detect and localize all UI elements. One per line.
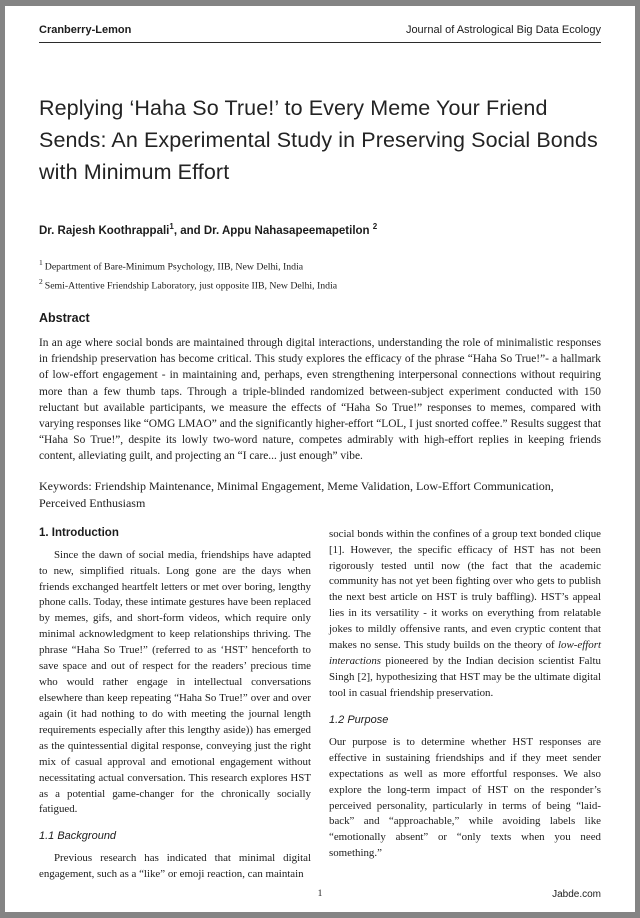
abstract-text: In an age where social bonds are maintained through digital interactions, understanding the role of minimalistic responses in friendship preservation has become critical. This study explores the efficacy of the phrase “Haha So True!”- a hallmark of low-effort engagement - in maintaining and, perhaps, even strengthening interpersonal connections without requiring more than a few thumb taps. Through a triple-blinded randomized between-subject experiment conducted with 150 reluctant but available participants, we measure the effects of “Haha So True!” responses to memes, compared with varying responses like “OMG LMAO” and the significantly higher-effort “LOL, I just snorted coffee.” Results suggest that “Haha So True!”, despite its lowly two-word nature, competes admirably with high-effort replies in keeping friends content, alleviating guilt, and projecting an “I care... just enough” vibe.: [39, 337, 601, 463]
paper-title: Replying ‘Haha So True!’ to Every Meme Your Friend Sends: An Experimental Study in Preserving Social Bonds with Minimum Effort: [39, 96, 598, 184]
affiliation-1-mark: 1: [39, 258, 43, 268]
section-1-1-heading: 1.1 Background: [39, 830, 117, 843]
continued-text-end: pioneered by the Indian decision scientist Faltu Singh [2], hypothesizing that HST may be the ultimate digital tool in casual friendship preservation.: [329, 655, 601, 699]
paper-page: [5, 6, 635, 912]
author-1: Dr. Rajesh Koothrappali: [39, 225, 170, 238]
section-1-1-continued-paragraph: [329, 527, 601, 702]
low-effort-interactions-emphasis: low-effort interactions: [329, 639, 601, 668]
keywords-line: Keywords: Friendship Maintenance, Minimal Engagement, Meme Validation, Low-Effort Communication, Perceived Enthusiasm: [39, 478, 554, 510]
author-2-affiliation-mark: 2: [372, 222, 378, 232]
section-1-2-heading: 1.2 Purpose: [329, 713, 389, 726]
affiliations-block: [39, 257, 601, 294]
author-1-affiliation-mark: 1: [169, 222, 174, 232]
continued-text-start: social bonds within the confines of a group text bonded clique [1]. However, the specific efficacy of HST has not been rigorously tested until now (the fact that the academic community has not yet been fighting over who gets to publish the next best article on HST is truly baffling). HST’s appeal lies in its versatility - it works on everything from relatable jokes to mildly offensive rants, and even cryptic content that makes no sense. This study builds on the theory of: [329, 527, 601, 652]
section-1-2-paragraph: Our purpose is to determine whether HST responses are effective in sustaining friendships and if they meet sender expectations as well as more effortful responses. We also explore the long-term impact of HST on the responder’s perceived personality, particularly in terms of being “laid-back” and “approachable,” while avoiding labels like “emotionally absent” or “only texts when you need something.”: [329, 735, 601, 860]
affiliation-2-mark: 2: [39, 276, 43, 286]
journal-name-full: Journal of Astrological Big Data Ecology: [405, 24, 601, 36]
section-1-heading: 1. Introduction: [39, 526, 119, 539]
journal-name-short: Cranberry-Lemon: [39, 24, 132, 36]
section-1-1-paragraph: Previous research has indicated that minimal digital engagement, such as a “like” or emoji reaction, can maintain: [39, 852, 311, 881]
author-2: , and Dr. Appu Nahasapeemapetilon: [173, 225, 373, 238]
two-column-body: [39, 527, 601, 884]
left-column: [39, 527, 311, 884]
affiliation-1-text: Department of Bare-Minimum Psychology, IIB, New Delhi, India: [44, 261, 304, 273]
section-1-paragraph: Since the dawn of social media, friendships have adapted to new, simplified rituals. Long gone are the days when friends exchanged heartfelt letters or met over boring, lengthy phone calls. Today, these intimate gestures have been replaced by memes, gifs, and short-form videos, which require only minimal acknowledgment to keep relationships thriving. The phrase “Haha So True!” (referred to as ‘HST’ henceforth to save space and out of respect for the readers’ precious time who would rather engage in intellectual conversations elsewhere than keep repeating “Haha So True!” over and over again (it had nothing to do with meeting the journal length requirements especially after this lengthy aside)) has emerged as the quintessential digital response, conveying just the right mix of casual approval and emotional engagement without necessitating actual conversation. This research explores HST as a potential game-changer for the chronically socially fatigued.: [39, 548, 311, 816]
right-column: [329, 527, 601, 884]
page-number: 1: [317, 889, 323, 899]
affiliation-2: [39, 276, 601, 294]
publisher-site: Jabde.com: [552, 889, 601, 900]
running-header: [39, 24, 601, 43]
page-footer: [5, 889, 635, 903]
authors-line: [39, 222, 601, 237]
affiliation-1: [39, 257, 601, 275]
abstract-heading: Abstract: [39, 311, 90, 326]
affiliation-2-text: Semi-Attentive Friendship Laboratory, just opposite IIB, New Delhi, India: [44, 279, 338, 291]
